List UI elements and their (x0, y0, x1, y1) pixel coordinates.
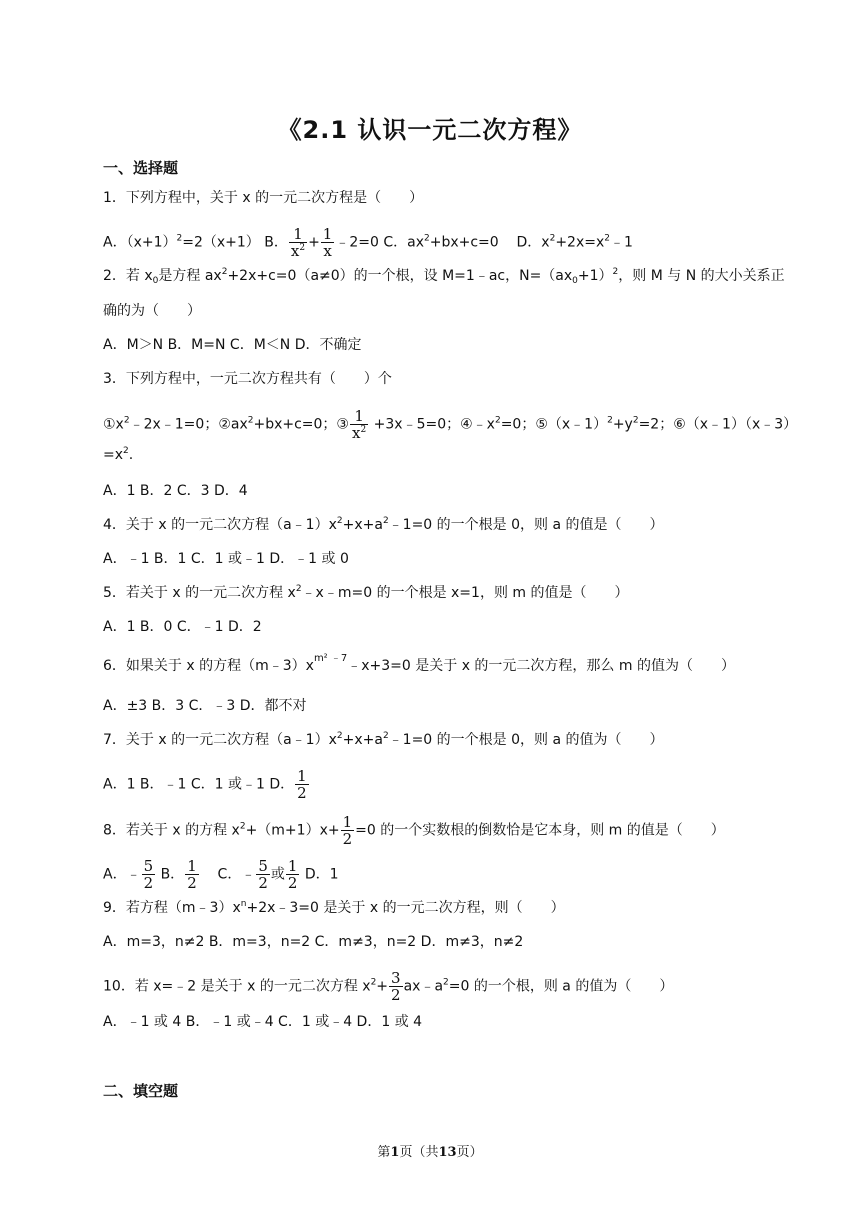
question-4-stem: 4．关于 x 的一元二次方程$(a﹣1)x^2+x+a^2﹣1=0$ 的一个根是 0，则 a 的值是（ ） (103, 516, 664, 533)
question-3-equations-cont: $=x^2$. (103, 446, 134, 463)
section-heading-fill: 二、填空题 (103, 1082, 179, 1100)
question-10-options: A．﹣1 或 4 B．﹣1 或﹣4 C．1 或﹣4 D．1 或 4 (103, 1014, 423, 1030)
question-6-stem: 6．如果关于 x 的方程$(m﹣3)x^{m^2 ﹣7}﹣x+3=0$ 是关于 x 的一元二次方程，那么 m 的值为（ ） (103, 653, 735, 674)
fraction: $\frac{5}{2}$ (143, 857, 154, 892)
question-3-stem: 3．下列方程中，一元二次方程共有（ ）个 (103, 371, 392, 387)
page-title: 《2.1 认识一元二次方程》 (277, 116, 583, 144)
question-5-options: A．1 B．0 C．﹣1 D．2 (103, 619, 262, 635)
question-6-options: A．±3 B．3 C．﹣3 D．都不对 (103, 698, 307, 714)
fraction: $\frac{1}{2}$ (287, 857, 298, 892)
fraction: $\frac{1}{x^2}$ (290, 225, 306, 260)
question-8-options: A．﹣ $\frac{5}{2}$ B． $\frac{1}{2}$ C．﹣ $\frac{5}{2}$ 或 $\frac{1}{2}$ D．1 (103, 857, 339, 892)
question-5-stem: 5．若关于 x 的一元二次方程 $x^2﹣x﹣m=0$ 的一个根是 x=1，则 m 的值是（ ） (103, 584, 629, 601)
fraction: $\frac{5}{2}$ (258, 857, 268, 892)
fraction: $\frac{1}{2}$ (342, 813, 353, 848)
question-4-options: A．﹣1 B．1 C．1 或﹣1 D．﹣1 或 0 (103, 551, 349, 567)
question-3-equations: $①x^2﹣2x﹣1=0$；$②ax^2+bx+c=0$；③ $\frac{1}{x^2}$ +3x﹣5=0；$④﹣x^2=0$；$⑤(x﹣1)^2+y^2=2$；⑥（x﹣1）（x﹣3） (103, 407, 798, 442)
page-footer: 第1页（共13页） (377, 1145, 483, 1160)
question-8-stem: 8．若关于 x 的方程 $x^2+(m+1)x+$ $\frac{1}{2}$ =0 的一个实数根的倒数恰是它本身，则 m 的值是（ ） (103, 813, 725, 848)
question-9-stem: 9．若方程$(m﹣3)x^n+2x﹣3=0$ 是关于 x 的一元二次方程，则（ ） (103, 899, 565, 916)
question-2-stem-cont: 确的为（ ） (103, 303, 201, 319)
fraction: $\frac{1}{2}$ (187, 857, 197, 892)
question-1-stem: 1．下列方程中，关于 x 的一元二次方程是（ ） (103, 190, 424, 206)
fraction: $\frac{1}{x^2}$ (352, 407, 367, 442)
question-2-stem: 2．若 $x_0$是方程 $ax^2+2x+c=0(a\ne 0)$的一个根，设 M=1﹣ac，$N=(ax_0+1)^2$，则 M 与 N 的大小关系正 (103, 267, 785, 286)
question-9-options: A．m=3，n≠2 B．m=3，n=2 C．m≠3，n=2 D．m≠3，n≠2 (103, 934, 524, 950)
question-3-options: A．1 B．2 C．3 D．4 (103, 483, 248, 499)
fraction: $\frac{1}{2}$ (297, 767, 307, 802)
question-2-options: A．M＞N B．M=N C．M＜N D．不确定 (103, 337, 362, 353)
question-7-options: A．1 B．﹣1 C．1 或﹣1 D． $\frac{1}{2}$ (103, 767, 307, 802)
question-10-stem: 10．若 x=﹣2 是关于 x 的一元二次方程 $x^2+$ $\frac{3}{2}$ $ax﹣a^2=0$ 的一个根，则 a 的值为（ ） (103, 969, 674, 1004)
fraction: $\frac{1}{x}$ (322, 225, 333, 260)
question-1-options: A．$(x+1)^2=2(x+1)$ B． $\frac{1}{x^2}$ + $\frac{1}{x}$ ﹣2=0 C．$ax^2+bx+c=0$ D．$x^2+2x=x^2﹣1$ (103, 225, 633, 260)
question-7-stem: 7．关于 x 的一元二次方程$(a﹣1)x^2+x+a^2﹣1=0$ 的一个根是 0，则 a 的值为（ ） (103, 731, 664, 748)
section-heading-choice: 一、选择题 (103, 159, 179, 177)
fraction: $\frac{3}{2}$ (391, 969, 401, 1004)
